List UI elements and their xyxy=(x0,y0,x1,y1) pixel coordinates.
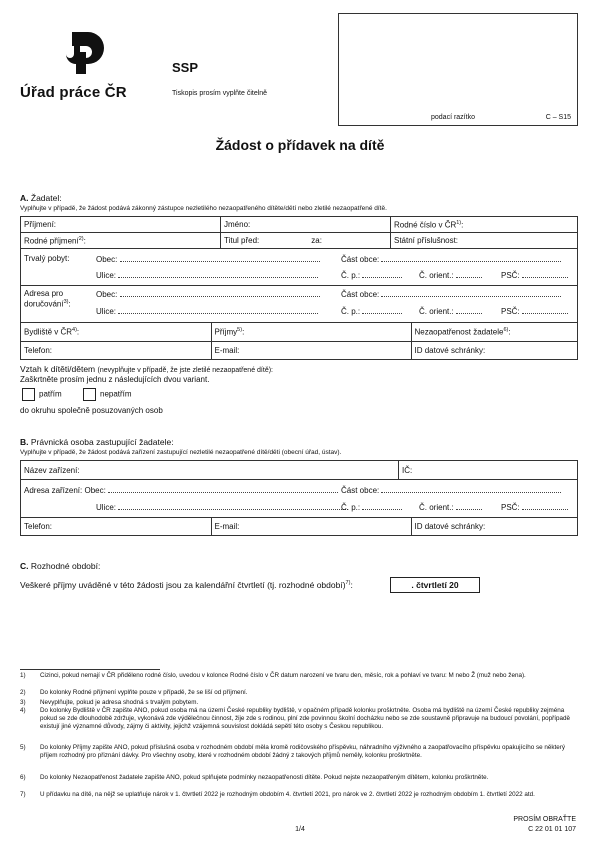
not-belong-option[interactable]: nepatřím xyxy=(83,388,132,401)
facility-name-field[interactable]: Název zařízení: xyxy=(21,461,399,480)
footnote-item xyxy=(20,774,580,782)
footnote-item xyxy=(20,689,580,697)
footnote-text: Do kolonky Rodné příjmení vyplňte pouze v případě, že se liší od příjmení. xyxy=(40,689,248,696)
footnote-text: Nevyplňujte, pokud je adresa shodná s trvalým pobytem. xyxy=(40,699,199,706)
section-c-heading: C. Rozhodné období: xyxy=(20,561,101,571)
section-a-heading: A. Žadatel: xyxy=(20,193,62,203)
applicant-table xyxy=(20,216,578,360)
footnote-number: 6) xyxy=(20,774,26,781)
form-code: SSP xyxy=(172,60,199,75)
circle-text: do okruhu společně posuzovaných osob xyxy=(20,406,163,415)
footnote-number: 7) xyxy=(20,791,26,798)
footnote-item xyxy=(20,672,580,680)
quarter-input[interactable]: . čtvrtletí 20 xyxy=(390,577,480,593)
footnote-text: U přídavku na dítě, na nějž se uplatňuje nárok v 1. čtvrtletí 2022 je rozhodným obdobím 4. čtvrtletí 2021, pro nárok ve 2. čtvrtletí 2022 je rozhodným obdobím 1. čtvrtletí 2022 atd. xyxy=(40,791,535,798)
urad-prace-logo-icon xyxy=(52,28,108,78)
facility-email-field[interactable]: E-mail: xyxy=(211,518,411,535)
postal-address-block[interactable]: Adresa pro doručování$^{3)}$: Obec: Část obce: Ulice: Č. p.: Č. orient.: PSČ: xyxy=(21,286,578,323)
footnote-text: Cizinci, pokud nemají v ČR přiděleno rodné číslo, uvedou v kolonce Rodné číslo v ČR datum narození ve tvaru den, měsíc, rok a pohlaví ve tvaru: M nebo Ž (muž nebo žena). xyxy=(40,672,526,679)
residence-block[interactable]: Trvalý pobyt: Obec: Část obce: Ulice: Č. p.: Č. orient.: PSČ: xyxy=(21,249,578,286)
postal-label: Adresa pro doručování$^{3)}$: xyxy=(24,289,71,309)
birth-surname-field[interactable]: Rodné příjmení$^{2)}$: xyxy=(21,233,221,249)
not-belong-checkbox[interactable] xyxy=(83,388,96,401)
citizenship-field[interactable]: Státní příslušnost: xyxy=(391,233,578,249)
footnote-number: 4) xyxy=(20,707,26,714)
page-number: 1/4 xyxy=(295,826,305,833)
domicile-field[interactable]: Bydliště v ČR$^{4)}$: xyxy=(21,323,211,341)
ico-field[interactable]: IČ: xyxy=(399,461,578,480)
representative-table xyxy=(20,460,578,536)
facility-databox-field[interactable]: ID datové schránky: xyxy=(414,522,486,531)
belong-checkbox[interactable] xyxy=(22,388,35,401)
stamp-box xyxy=(338,13,578,126)
email-field[interactable]: E-mail: xyxy=(211,342,411,359)
footnote-divider xyxy=(20,669,160,670)
section-b-heading: B. Právnická osoba zastupující žadatele: xyxy=(20,437,174,447)
footnote-text: Do kolonky Příjmy zapište ANO, pokud příslušná osoba v rozhodném období měla kromě rodičovského příspěvku, náhradního výživného a zaopatřovacího příspěvku opakujícího se některý příjem rozhodný pro přiznání dávky. Pro všechny osoby, které v rozhodném období žádný z takových příjmů neměly, kolonku proškrtněte. xyxy=(40,744,566,759)
doc-code: C 22 01 01 107 xyxy=(528,826,576,833)
footnote-number: 5) xyxy=(20,744,26,751)
form-id: C – S15 xyxy=(545,114,571,121)
phone-field[interactable]: Telefon: xyxy=(21,342,211,359)
dependency-field[interactable]: Nezaopatřenost žadatele$^{6)}$: xyxy=(414,327,511,337)
footnote-number: 2) xyxy=(20,689,26,696)
facility-phone-field[interactable]: Telefon: xyxy=(21,518,211,535)
relation-instruction: Zaškrtněte prosím jednu z následujících dvou variant. xyxy=(20,375,210,384)
footnote-text: Do kolonky Bydliště v ČR zapište ANO, pokud osoba má na území České republiky bydliště, v opačném případě kolonku proškrtněte. Osoba má bydliště na území České republiky zejména pokud se zde dlouhodobě zdržuje, vykonává zde výdělečnou činnost, žije zde s rodinou, plní zde povinnou školní docházku nebo se zde soustavně připravuje na budoucí povolání, popřípadě existují jiné významné důvody, zájmy či aktivity, jejichž vzájemná souvislost dokládá sepětí této osoby s Českou republikou. xyxy=(40,707,570,730)
facility-address-block[interactable]: Adresa zařízení: Obec: Část obce: Ulice: Č. p.: Č. orient.: PSČ: xyxy=(21,480,578,518)
section-b-note: Vyplňujte v případě, že žádost podává zařízení zastupující nezletilé nezaopatřené dítě/děti (obecní úřad, ústav). xyxy=(20,449,342,456)
relation-heading: Vztah k dítěti/dětem (nevyplňujte v případě, že jste zletilé nezaopatřené dítě): xyxy=(20,364,273,374)
belong-option[interactable]: patřím xyxy=(22,388,62,401)
section-a-note: Vyplňujte v případě, že žádost podává zákonný zástupce nezletilého nezaopatřeného dítěte/dětí nebo zletilé nezaopatřené dítě. xyxy=(20,205,387,212)
please-turn: PROSÍM OBRAŤTE xyxy=(513,816,576,823)
footnote-item xyxy=(20,707,580,731)
stamp-label: podací razítko xyxy=(431,114,475,121)
birth-number-field[interactable]: Rodné číslo v ČR$^{1)}$: xyxy=(391,217,578,233)
name-field[interactable]: Jméno: xyxy=(221,217,391,233)
footnote-item xyxy=(20,744,580,760)
income-field[interactable]: Příjmy$^{5)}$: xyxy=(211,323,411,341)
footnote-number: 1) xyxy=(20,672,26,679)
academic-title-field[interactable]: Titul před: za: xyxy=(221,233,391,249)
org-name: Úřad práce ČR xyxy=(20,84,127,101)
databox-field[interactable]: ID datové schránky: xyxy=(414,346,486,355)
period-statement: Veškeré příjmy uváděné v této žádosti jsou za kalendářní čtvrtletí (tj. rozhodné období)$^{7)}$: xyxy=(20,580,353,590)
residence-label: Trvalý pobyt: xyxy=(24,254,70,263)
footnote-item xyxy=(20,791,580,799)
print-instruction: Tiskopis prosím vyplňte čitelně xyxy=(172,90,268,97)
footnote-text: Do kolonky Nezaopatřenost žadatele zapište ANO, pokud splňujete podmínky nezaopatřenosti dítěte. Pokud nejste nezaopatřeným dítětem, kolonku proškrtněte. xyxy=(40,774,489,781)
surname-field[interactable]: Příjmení: xyxy=(21,217,221,233)
footnote-item xyxy=(20,699,580,707)
footnote-number: 3) xyxy=(20,699,26,706)
page-title: Žádost o přídavek na dítě xyxy=(215,137,385,153)
